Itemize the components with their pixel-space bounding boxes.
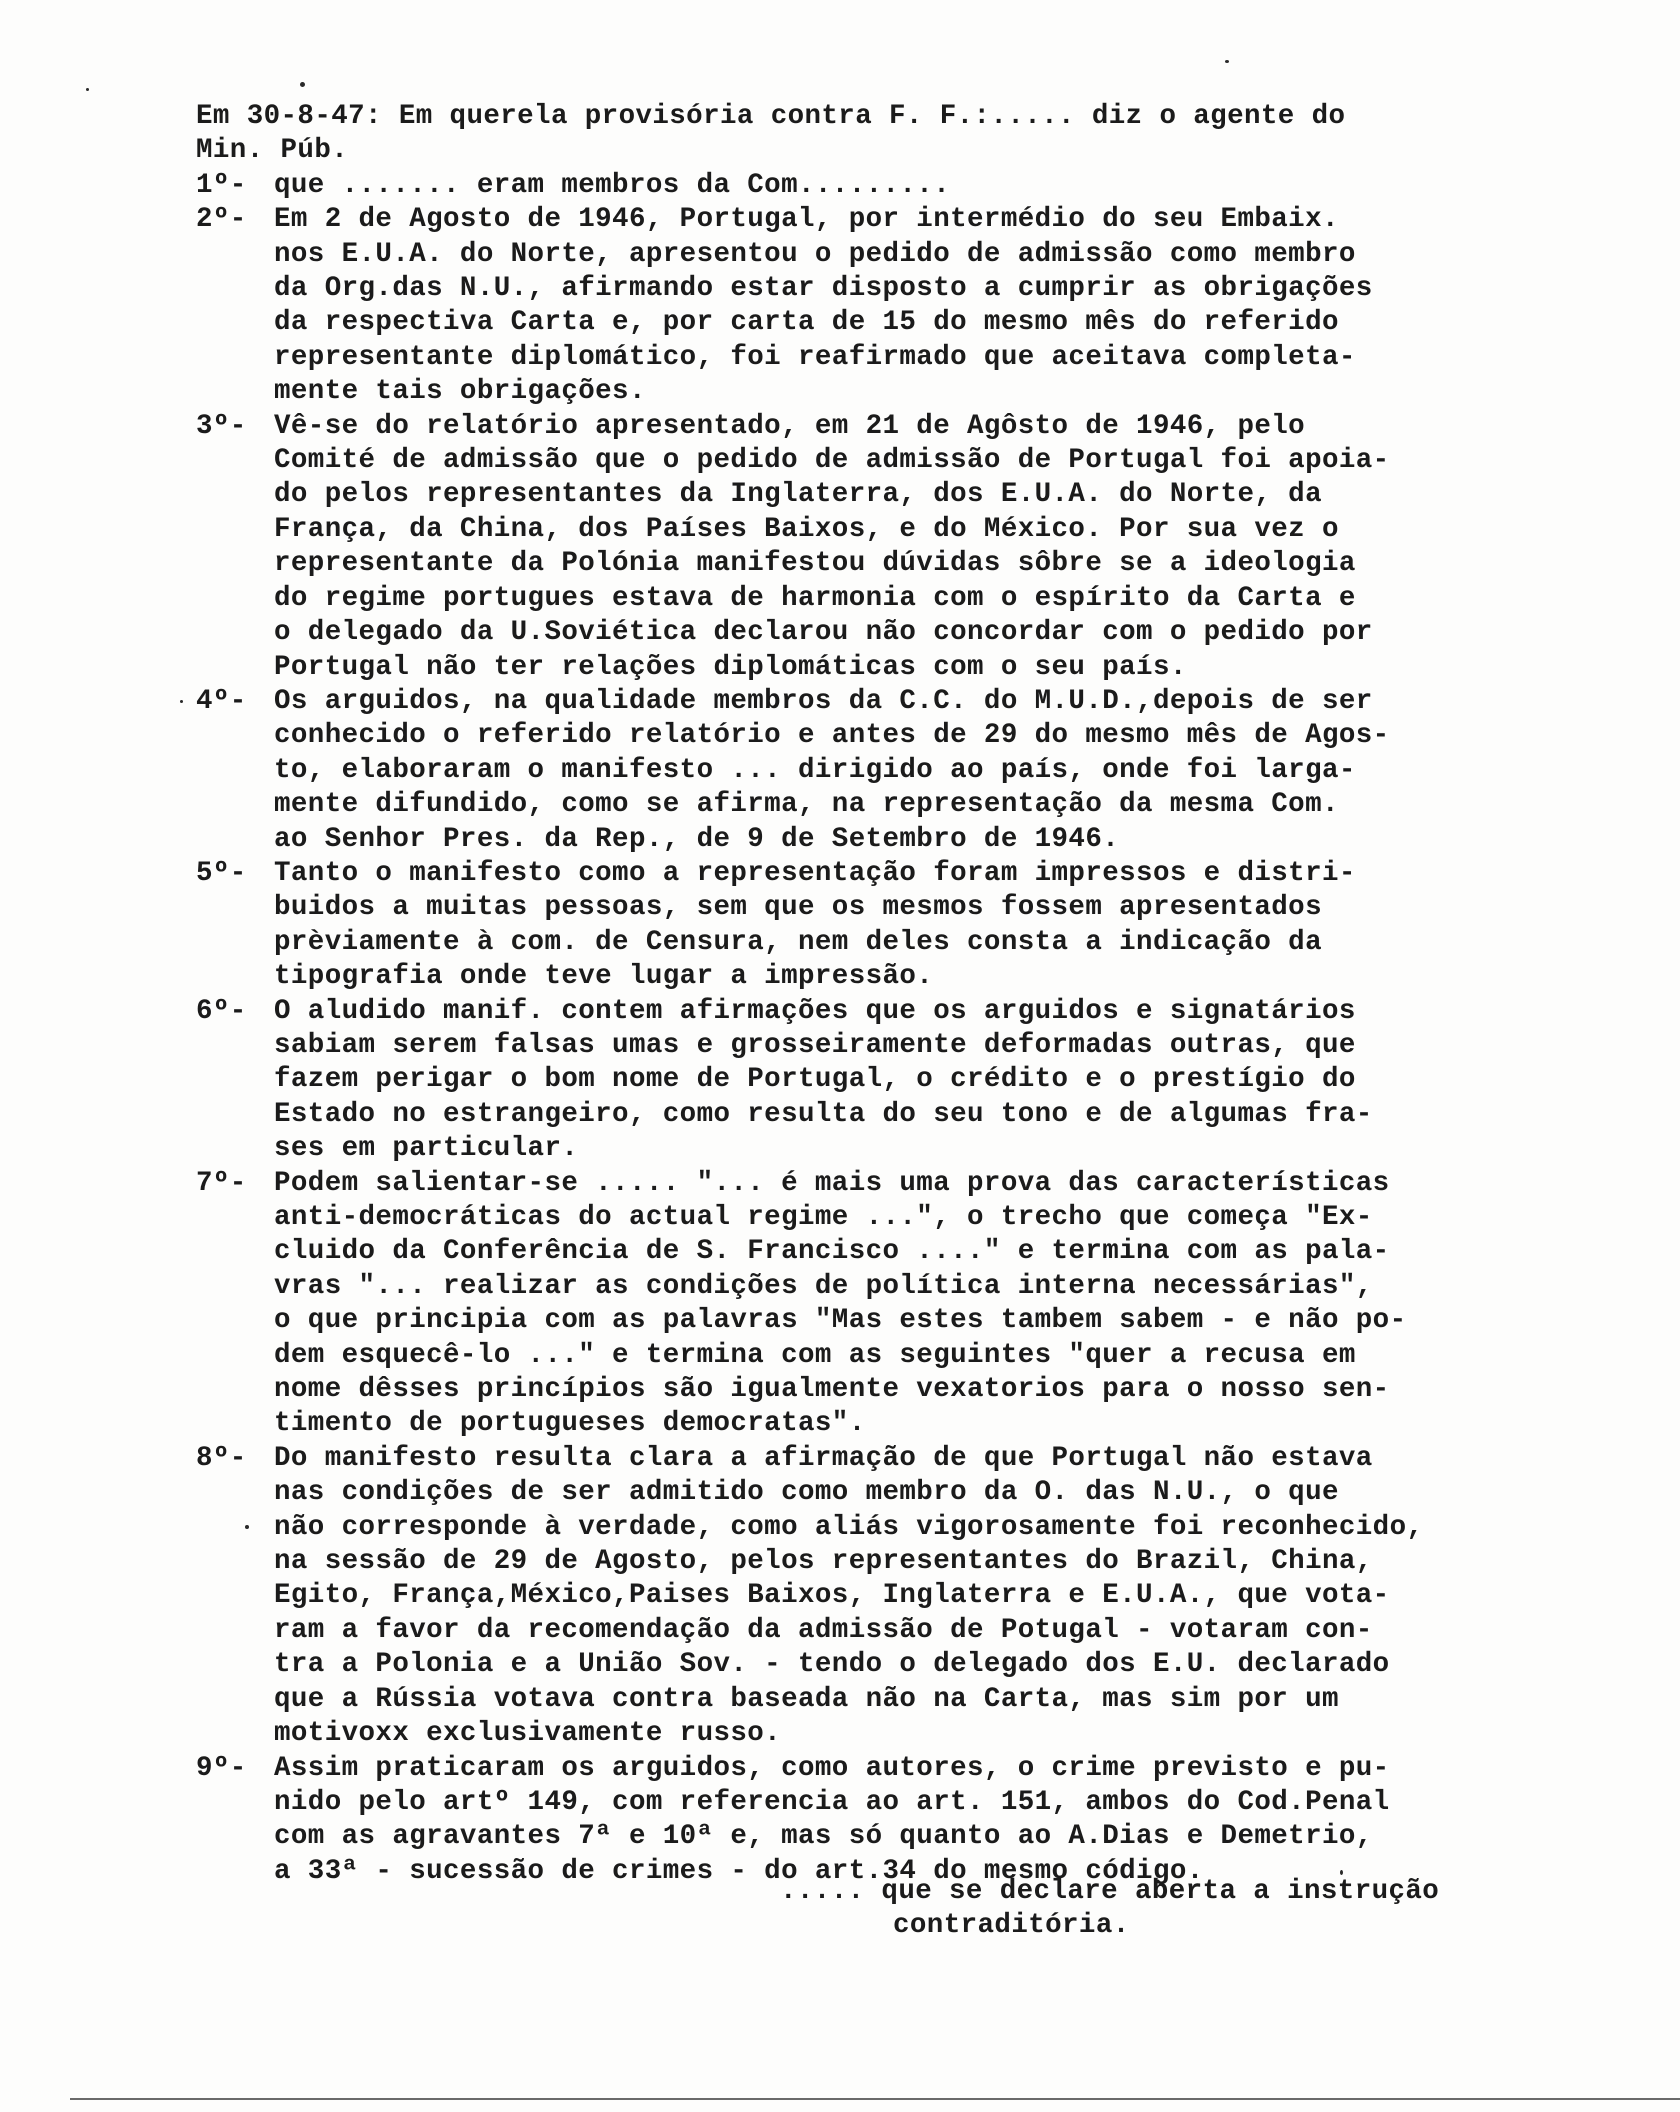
text-line: o delegado da U.Soviética declarou não concordar com o pedido por — [274, 617, 1373, 649]
text-line: Do manifesto resulta clara a afirmação de que Portugal não estava — [274, 1442, 1373, 1474]
paragraph-1 — [196, 169, 1596, 203]
paragraph-number: 7º- — [196, 1167, 247, 1199]
text-line: cluido da Conferência de S. Francisco ...." e termina com as pala- — [274, 1236, 1390, 1268]
paragraph-text — [274, 1167, 1596, 1442]
text-line: que ....... eram membros da Com......... — [274, 169, 951, 201]
text-line: Assim praticaram os arguidos, como autores, o crime previsto e pu- — [274, 1752, 1390, 1784]
paragraph-text — [274, 169, 1596, 203]
text-line: Tanto o manifesto como a representação foram impressos e distri- — [274, 857, 1356, 889]
paragraph-text — [274, 995, 1596, 1167]
text-line: do regime portugues estava de harmonia com o espírito da Carta e — [274, 582, 1356, 614]
text-line: da Org.das N.U., afirmando estar disposto a cumprir as obrigações — [274, 273, 1373, 305]
text-line: nos E.U.A. do Norte, apresentou o pedido de admissão como membro — [274, 238, 1356, 270]
paragraph-text — [274, 1752, 1596, 1890]
closing-line: ..... que se declare aberta a instrução — [780, 1876, 1440, 1907]
text-line: anti-democráticas do actual regime ...", o trecho que começa "Ex- — [274, 1202, 1373, 1233]
paragraph-6 — [196, 995, 1596, 1167]
text-line: O aludido manif. contem afirmações que os arguidos e signatários — [274, 995, 1356, 1027]
closing-line: contraditória. — [893, 1910, 1130, 1942]
paragraph-number: 5º- — [196, 857, 247, 889]
text-line: tra a Polonia e a União Sov. - tendo o delegado dos E.U. declarado — [274, 1649, 1390, 1681]
paragraph-4 — [196, 685, 1596, 857]
text-line: nome dêsses princípios são igualmente vexatorios para o nosso sen- — [274, 1374, 1390, 1406]
text-line: na sessão de 29 de Agosto, pelos representantes do Brazil, China, — [274, 1546, 1373, 1578]
text-line: Egito, França,México,Paises Baixos, Inglaterra e E.U.A., que vota- — [274, 1580, 1390, 1612]
header-line: Min. Púb. — [196, 135, 349, 167]
header-line: Em 30-8-47: Em querela provisória contra F. F.:..... diz o agente do — [196, 101, 1346, 132]
text-line: o que principia com as palavras "Mas estes tambem sabem - e não po- — [274, 1305, 1407, 1337]
text-line: Podem salientar-se ..... "... é mais uma prova das características — [274, 1167, 1390, 1199]
text-line: tipografia onde teve lugar a impressão. — [274, 961, 934, 993]
paragraph-text — [274, 857, 1596, 995]
text-line: não corresponde à verdade, como aliás vigorosamente foi reconhecido, — [274, 1511, 1424, 1543]
text-line: que a Rússia votava contra baseada não na Carta, mas sim por um — [274, 1683, 1339, 1715]
closing-request — [780, 1875, 1580, 1944]
page-edge-rule — [70, 2098, 1680, 2100]
paragraph-number: 6º- — [196, 995, 247, 1027]
text-line: ses em particular. — [274, 1133, 579, 1165]
text-line: nido pelo artº 149, com referencia ao art. 151, ambos do Cod.Penal — [274, 1786, 1390, 1818]
paragraph-8 — [196, 1442, 1596, 1752]
text-line: vras "... realizar as condições de política interna necessárias", — [274, 1270, 1373, 1302]
text-line: to, elaboraram o manifesto ... dirigido ao país, onde foi larga- — [274, 754, 1356, 786]
text-line: Os arguidos, na qualidade membros da C.C. do M.U.D.,depois de ser — [274, 685, 1373, 717]
paragraph-text — [274, 203, 1596, 409]
text-line: nas condições de ser admitido como membro da O. das N.U., o que — [274, 1477, 1339, 1509]
text-line: Portugal não ter relações diplomáticas com o seu país. — [274, 651, 1187, 683]
text-line: prèviamente à com. de Censura, nem deles consta a indicação da — [274, 926, 1322, 958]
ink-speck — [86, 88, 89, 91]
text-line: França, da China, dos Países Baixos, e do México. Por sua vez o — [274, 513, 1339, 545]
paragraph-number: 1º- — [196, 169, 247, 201]
text-line: Estado no estrangeiro, como resulta do seu tono e de algumas fra- — [274, 1098, 1373, 1130]
paragraph-3 — [196, 410, 1596, 685]
text-line: conhecido o referido relatório e antes de 29 do mesmo mês de Agos- — [274, 720, 1390, 752]
paragraph-number: 4º- — [196, 685, 247, 717]
paragraph-number: 2º- — [196, 204, 247, 236]
text-line: mente tais obrigações. — [274, 376, 646, 408]
ink-speck — [300, 82, 305, 87]
text-line: a 33ª - sucessão de crimes - do art.34 do mesmo código. — [274, 1855, 1204, 1887]
paragraph-9 — [196, 1752, 1596, 1890]
text-line: buidos a muitas pessoas, sem que os mesmos fossem apresentados — [274, 892, 1322, 924]
paragraph-number: 8º- — [196, 1442, 247, 1474]
text-line: ao Senhor Pres. da Rep., de 9 de Setembro de 1946. — [274, 823, 1120, 855]
paragraph-number: 3º- — [196, 410, 247, 442]
text-line: timento de portugueses democratas". — [274, 1408, 866, 1440]
paragraph-5 — [196, 857, 1596, 995]
document-header — [196, 100, 1596, 169]
text-line: sabiam serem falsas umas e grosseiramente deformadas outras, que — [274, 1029, 1356, 1061]
text-line: fazem perigar o bom nome de Portugal, o crédito e o prestígio do — [274, 1064, 1356, 1096]
paragraph-text — [274, 1442, 1596, 1752]
text-line: Vê-se do relatório apresentado, em 21 de Agôsto de 1946, pelo — [274, 410, 1306, 442]
ink-speck — [180, 700, 183, 703]
text-line: Comité de admissão que o pedido de admissão de Portugal foi apoia- — [274, 445, 1390, 477]
text-line: com as agravantes 7ª e 10ª e, mas só quanto ao A.Dias e Demetrio, — [274, 1821, 1373, 1853]
text-line: representante diplomático, foi reafirmado que aceitava completa- — [274, 341, 1356, 373]
text-line: representante da Polónia manifestou dúvidas sôbre se a ideologia — [274, 548, 1356, 580]
paragraph-number: 9º- — [196, 1752, 247, 1784]
paragraph-7 — [196, 1167, 1596, 1442]
text-line: mente difundido, como se afirma, na representação da mesma Com. — [274, 789, 1339, 821]
paragraph-text — [274, 685, 1596, 857]
text-line: dem esquecê-lo ..." e termina com as seguintes "quer a recusa em — [274, 1339, 1356, 1371]
text-line: Em 2 de Agosto de 1946, Portugal, por intermédio do seu Embaix. — [274, 204, 1339, 236]
text-line: do pelos representantes da Inglaterra, dos E.U.A. do Norte, da — [274, 479, 1322, 511]
text-line: ram a favor da recomendação da admissão de Potugal - votaram con- — [274, 1614, 1373, 1646]
document-body — [196, 100, 1596, 1889]
text-line: motivoxx exclusivamente russo. — [274, 1718, 782, 1750]
ink-speck — [1225, 60, 1229, 63]
text-line: da respectiva Carta e, por carta de 15 do mesmo mês do referido — [274, 307, 1339, 339]
paragraph-2 — [196, 203, 1596, 409]
paragraph-text — [274, 410, 1596, 685]
